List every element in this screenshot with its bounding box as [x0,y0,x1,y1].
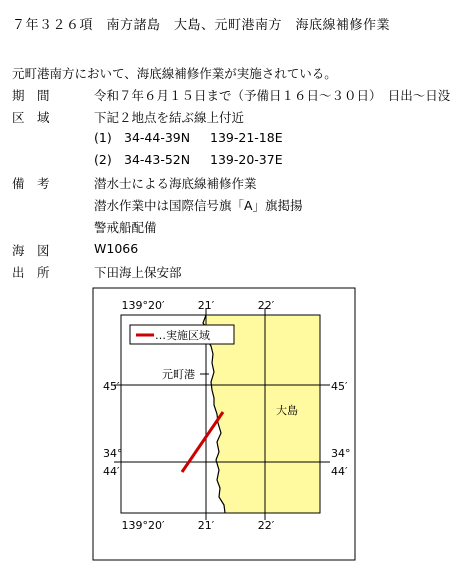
area-point-1: (1) 34-44-39N 139-21-18E [94,130,283,145]
period-value: 令和７年６月１５日まで（予備日１６日～３０日） 日出～日没 [94,88,451,103]
bottom-lon-label-2: 21′ [197,519,215,532]
remarks-line-1: 潜水士による海底線補修作業 [94,176,257,191]
left-lat-label-3: 44′ [103,465,120,478]
source-value: 下田海上保安部 [94,265,182,280]
remarks-line-2: 潜水作業中は国際信号旗「A」旗掲揚 [94,198,303,213]
left-lat-label-2: 34° [103,447,123,460]
top-lon-label-2: 21′ [197,299,215,312]
chart-label: 海 図 [12,243,50,258]
port-label: 元町港 [162,368,195,381]
area-value: 下記２地点を結ぶ線上付近 [94,110,245,125]
bottom-lon-label-1: 139°20′ [121,519,165,532]
top-lon-label-3: 22′ [257,299,275,312]
area-point-2: (2) 34-43-52N 139-20-37E [94,152,283,167]
chart-value: W1066 [94,241,139,256]
bottom-lon-label-3: 22′ [257,519,275,532]
top-lon-label-1: 139°20′ [121,299,165,312]
remarks-line-3: 警戒船配備 [94,220,157,235]
island-label: 大島 [276,404,298,417]
period-label: 期 間 [12,88,50,103]
left-lat-label-1: 45′ [103,380,120,393]
notice-intro: 元町港南方において、海底線補修作業が実施されている。 [12,66,337,81]
right-lat-label-1: 45′ [331,380,348,393]
right-lat-label-3: 44′ [331,465,348,478]
right-lat-label-2: 34° [331,447,351,460]
legend-label: …実施区域 [155,329,210,342]
area-label: 区 域 [12,110,50,125]
source-label: 出 所 [12,265,50,280]
remarks-label: 備 考 [12,176,50,191]
notice-title: ７年３２６項 南方諸島 大島、元町港南方 海底線補修作業 [12,18,391,33]
